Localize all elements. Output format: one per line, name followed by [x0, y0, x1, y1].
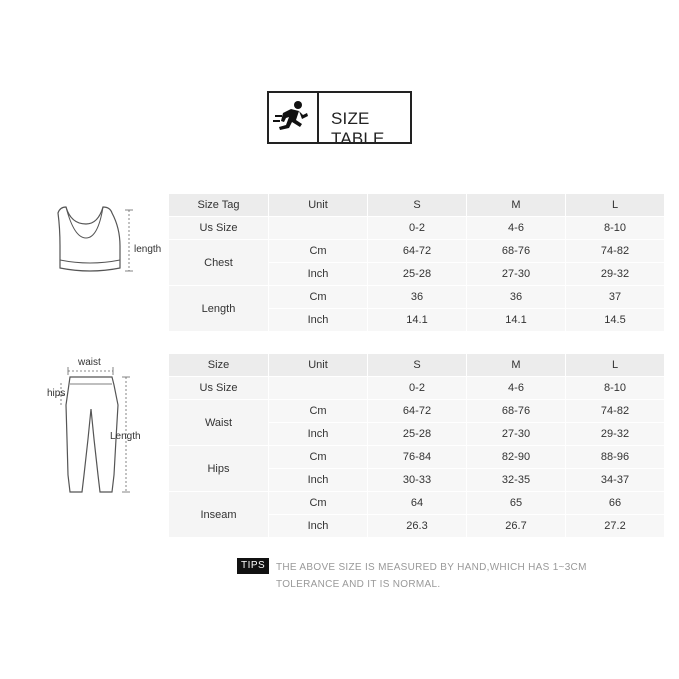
- table-cell: 65: [467, 492, 565, 514]
- header-unit: Unit: [269, 194, 367, 216]
- table-cell: 37: [566, 286, 664, 308]
- table-cell: 36: [467, 286, 565, 308]
- table-cell: 74-82: [566, 400, 664, 422]
- table-cell: 8-10: [566, 217, 664, 239]
- length-label: Length: [110, 431, 141, 442]
- page-title: SIZE TABLE: [331, 109, 385, 148]
- table-cell: 0-2: [368, 217, 466, 239]
- unit-cell: Cm: [269, 400, 367, 422]
- us-size-label: Us Size: [169, 377, 268, 399]
- inseam-row-label: Inseam: [169, 492, 268, 537]
- bottom-size-table: [168, 353, 665, 538]
- table-row: [169, 217, 664, 239]
- header-unit: Unit: [269, 354, 367, 376]
- tips-text: THE ABOVE SIZE IS MEASURED BY HAND,WHICH HAS 1~3CM TOLERANCE AND IT IS NORMAL.: [276, 562, 587, 590]
- table-cell: 32-35: [467, 469, 565, 491]
- unit-cell: Inch: [269, 469, 367, 491]
- table-cell: 14.5: [566, 309, 664, 331]
- header-m: M: [467, 194, 565, 216]
- size-table-title-box: [267, 91, 412, 148]
- header-m: M: [467, 354, 565, 376]
- sports-bra-icon: [40, 198, 140, 290]
- table-cell: 29-32: [566, 423, 664, 445]
- table-cell: 66: [566, 492, 664, 514]
- table-row: [169, 446, 664, 468]
- table-cell: 64: [368, 492, 466, 514]
- table-cell: 30-33: [368, 469, 466, 491]
- table-row: [169, 240, 664, 262]
- table-row: [169, 377, 664, 399]
- waist-label: waist: [78, 357, 101, 368]
- header-l: L: [566, 194, 664, 216]
- header-s: S: [368, 354, 466, 376]
- unit-cell: Cm: [269, 492, 367, 514]
- table-cell: 14.1: [467, 309, 565, 331]
- table-row: [169, 286, 664, 308]
- table-cell: 8-10: [566, 377, 664, 399]
- chest-label: Chest: [169, 240, 268, 285]
- table-cell: 26.3: [368, 515, 466, 537]
- table-cell: 4-6: [467, 377, 565, 399]
- table-row: [169, 492, 664, 514]
- table-header-row: [169, 194, 664, 216]
- top-length-label: length: [134, 244, 162, 255]
- unit-cell: Cm: [269, 446, 367, 468]
- hips-row-label: Hips: [169, 446, 268, 491]
- header-l: L: [566, 354, 664, 376]
- unit-cell: [269, 377, 367, 399]
- table-cell: 26.7: [467, 515, 565, 537]
- table-cell: 36: [368, 286, 466, 308]
- hips-label: hips: [47, 388, 66, 399]
- unit-cell: Inch: [269, 515, 367, 537]
- table-cell: 25-28: [368, 423, 466, 445]
- table-cell: 68-76: [467, 400, 565, 422]
- table-cell: 27.2: [566, 515, 664, 537]
- unit-cell: Inch: [269, 423, 367, 445]
- title-icon-box: [269, 93, 319, 142]
- top-size-table: [168, 193, 665, 332]
- table-cell: 27-30: [467, 263, 565, 285]
- runner-icon: [269, 93, 315, 142]
- table-cell: 4-6: [467, 217, 565, 239]
- header-s: S: [368, 194, 466, 216]
- header-size-tag: Size Tag: [169, 194, 268, 216]
- table-row: [169, 400, 664, 422]
- header-size: Size: [169, 354, 268, 376]
- table-cell: 0-2: [368, 377, 466, 399]
- table-cell: 29-32: [566, 263, 664, 285]
- unit-cell: Inch: [269, 309, 367, 331]
- table-cell: 76-84: [368, 446, 466, 468]
- tips-badge: TIPS: [237, 558, 269, 574]
- table-header-row: [169, 354, 664, 376]
- length-row-label: Length: [169, 286, 268, 331]
- unit-cell: Cm: [269, 286, 367, 308]
- table-cell: 25-28: [368, 263, 466, 285]
- table-cell: 68-76: [467, 240, 565, 262]
- us-size-label: Us Size: [169, 217, 268, 239]
- waist-row-label: Waist: [169, 400, 268, 445]
- table-cell: 74-82: [566, 240, 664, 262]
- unit-cell: Inch: [269, 263, 367, 285]
- table-cell: 64-72: [368, 400, 466, 422]
- table-cell: 27-30: [467, 423, 565, 445]
- table-cell: 14.1: [368, 309, 466, 331]
- unit-cell: [269, 217, 367, 239]
- table-cell: 88-96: [566, 446, 664, 468]
- unit-cell: Cm: [269, 240, 367, 262]
- table-cell: 82-90: [467, 446, 565, 468]
- table-cell: 34-37: [566, 469, 664, 491]
- table-cell: 64-72: [368, 240, 466, 262]
